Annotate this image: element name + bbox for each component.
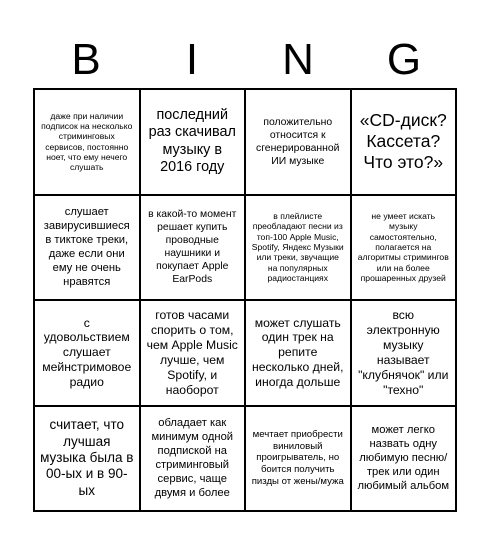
cell-text: мечтает приобрести виниловый проигрыватель, но боится получить пизды от жены/мужа xyxy=(251,428,344,487)
header-letter-n: N xyxy=(282,35,314,84)
cell-text: считает, что лучшая музыка была в 00-ых и в 90-ых xyxy=(40,417,134,498)
header-letter-i: I xyxy=(185,35,199,84)
bingo-cell[interactable] xyxy=(352,196,458,302)
cell-text: может легко назвать одну любимую песню/трек или один любимый альбом xyxy=(357,424,450,493)
bingo-cell[interactable] xyxy=(141,196,247,302)
bingo-cell[interactable] xyxy=(246,90,352,196)
cell-text: положительно относится к сгенерированной ИИ музыке xyxy=(256,116,340,167)
bingo-cell[interactable] xyxy=(35,407,141,513)
bingo-cell[interactable] xyxy=(246,301,352,407)
cell-text: в плейлисте преобладают песни из топ-100 Apple Music, Spotify, Яндекс Музыки или треки, звучащие на популярных радиостанциях xyxy=(251,211,344,284)
cell-text: слушает завирусившиеся в тиктоке треки, даже если они ему не очень нравятся xyxy=(43,206,130,289)
bingo-cell[interactable] xyxy=(352,90,458,196)
cell-text: «CD-диск? Кассета? Что это?» xyxy=(359,109,447,173)
cell-text: всю электронную музыку называет "клубнячок" или "техно" xyxy=(358,308,449,397)
header-letter-g: G xyxy=(386,35,422,84)
cell-text: последний раз скачивал музыку в 2016 году xyxy=(148,106,236,176)
header-letter-b: B xyxy=(71,35,101,84)
bingo-cell[interactable] xyxy=(246,407,352,513)
bingo-cell[interactable] xyxy=(141,90,247,196)
bingo-grid xyxy=(33,88,457,512)
bingo-cell[interactable] xyxy=(35,301,141,407)
cell-text: готов часами спорить о том, чем Apple Music лучше, чем Spotify, и наоборот xyxy=(146,308,238,397)
bingo-header xyxy=(33,30,457,90)
bingo-cell[interactable] xyxy=(35,90,141,196)
bingo-cell[interactable] xyxy=(246,196,352,302)
cell-text: обладает как минимум одной подпиской на стриминговый сервис, чаще двумя и более xyxy=(151,417,234,500)
bingo-cell[interactable] xyxy=(141,301,247,407)
bingo-cell[interactable] xyxy=(141,407,247,513)
cell-text: не умеет искать музыку самостоятельно, полагается на алгоритмы стримингов или на более прошаренных друзей xyxy=(357,211,449,284)
bingo-cell[interactable] xyxy=(352,407,458,513)
cell-text: может слушать один трек на репите несколько дней, иногда дольше xyxy=(252,315,344,390)
cell-text: даже при наличии подписок на несколько стриминговых сервисов, постоянно ноет, что ему нечего слушать xyxy=(41,110,133,173)
cell-text: в какой-то момент решает купить проводные наушники и покупает Apple EarPods xyxy=(148,209,237,286)
bingo-cell[interactable] xyxy=(35,196,141,302)
bingo-cell[interactable] xyxy=(352,301,458,407)
cell-text: с удовольствием слушает мейнстримовое радио xyxy=(42,315,132,390)
